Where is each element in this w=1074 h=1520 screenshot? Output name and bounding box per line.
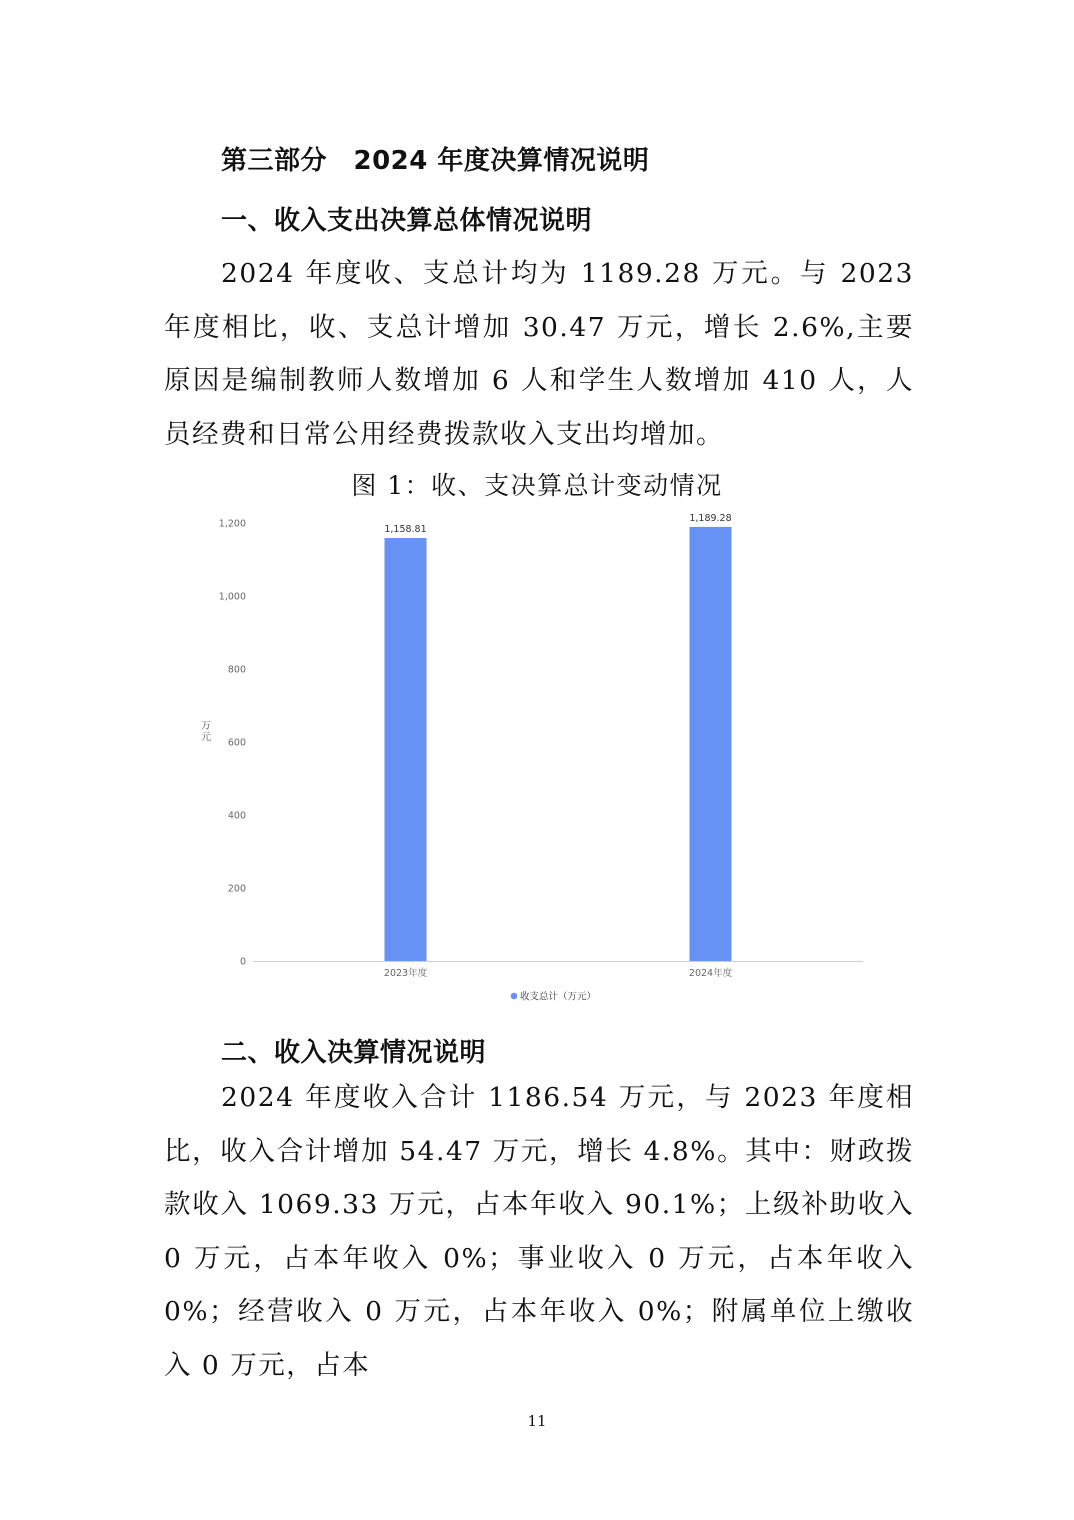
page-number: 11 (527, 1412, 547, 1430)
legend-label: 收支总计（万元） (520, 991, 597, 1003)
bar-data-label: 1,189.28 (689, 512, 732, 524)
y-tick-label: 0 (239, 956, 246, 968)
x-tick-label: 2024年度 (688, 968, 733, 979)
y-tick-label: 1,200 (218, 518, 246, 530)
figure-caption: 图 1：收、支决算总计变动情况 (351, 471, 723, 500)
paragraph-income: 2024 年度收入合计 1186.54 万元，与 2023 年度相比，收入合计增加 54.47 万元，增长 4.8%。其中：财政拨款收入 1069.33 万元，占本年收入 90.1%；上级补助收入 0 万元，占本年收入 0%；事业收入 0 万元，占本年收入 0%；经营收入 0 万元，占本年收入 0%；附属单位上缴收入 0 万元，占本 (164, 1082, 914, 1381)
y-tick-label: 800 (227, 664, 246, 676)
heading-income: 二、收入决算情况说明 (221, 1038, 487, 1068)
heading-income-expenditure-overview: 一、收入支出决算总体情况说明 (221, 206, 593, 236)
bar (690, 527, 732, 961)
bars (384, 513, 731, 961)
y-axis-ticks (219, 519, 246, 968)
x-tick-label: 2023年度 (383, 968, 428, 979)
bar (385, 538, 427, 961)
y-tick-label: 200 (227, 883, 246, 895)
y-tick-label: 1,000 (218, 591, 246, 603)
legend-marker (511, 993, 518, 1000)
section-title: 第三部分 2024 年度决算情况说明 (221, 146, 650, 176)
y-tick-label: 600 (227, 737, 246, 749)
paragraph-overview: 2024 年度收、支总计均为 1189.28 万元。与 2023 年度相比，收、支总计增加 30.47 万元，增长 2.6%,主要原因是编制教师人数增加 6 人和学生人数增加 410 人，人员经费和日常公用经费拨款收入支出均增加。 (164, 258, 914, 450)
x-axis-ticks (384, 967, 733, 979)
y-axis-label-char: 元 (201, 732, 211, 743)
y-axis-label (201, 720, 211, 743)
y-axis-label-char: 万 (201, 721, 211, 732)
bar-data-label: 1,158.81 (384, 524, 427, 536)
y-tick-label: 400 (227, 810, 246, 822)
bar-chart (180, 505, 880, 1010)
legend (511, 991, 596, 1003)
